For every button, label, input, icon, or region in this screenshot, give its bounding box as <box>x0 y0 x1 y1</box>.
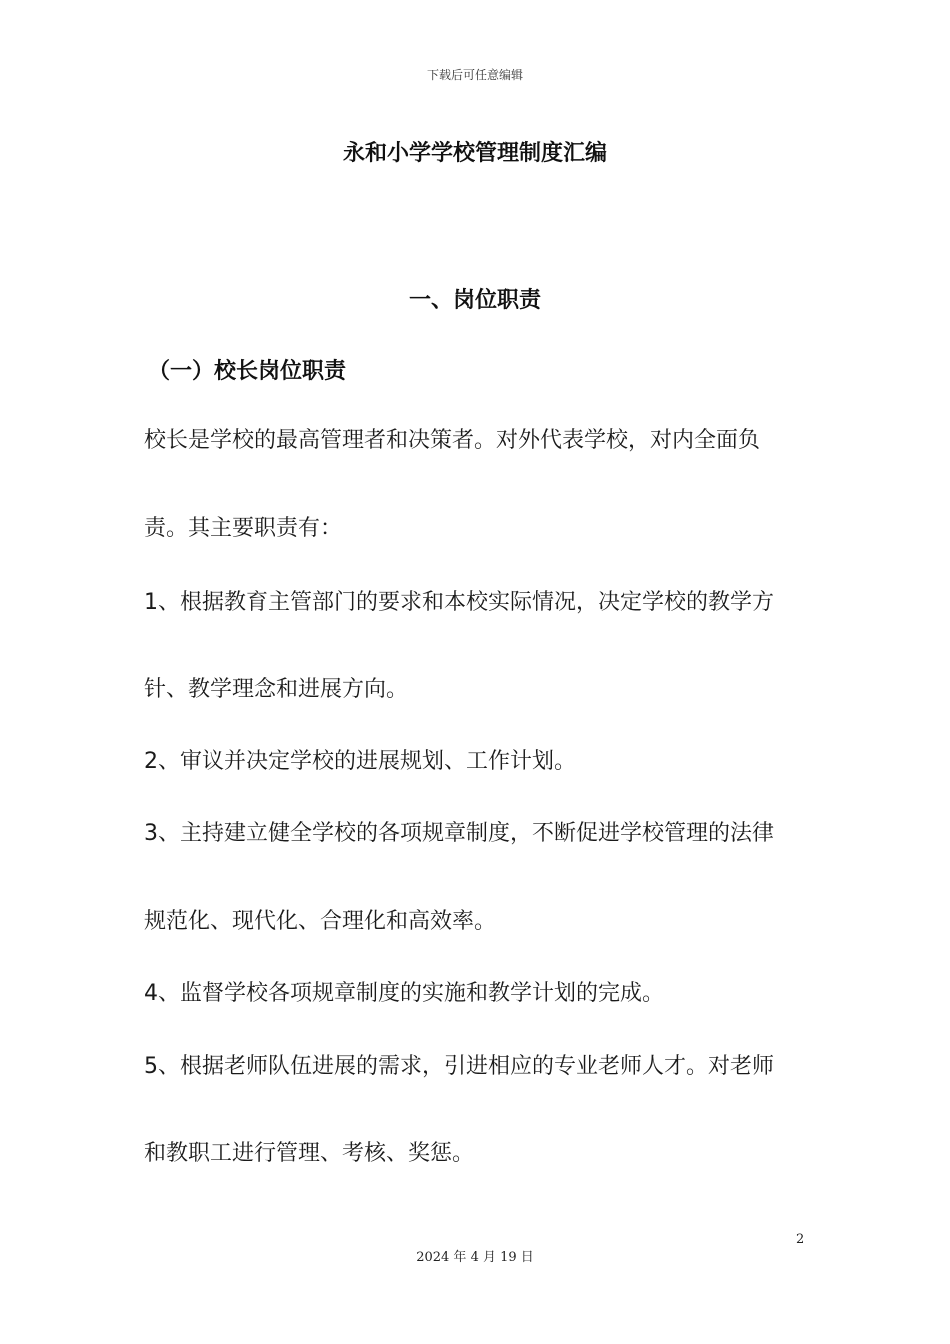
header-note: 下载后可任意编辑 <box>426 68 523 82</box>
document-title: 永和小学学校管理制度汇编 <box>342 141 607 166</box>
paragraph-line: 责。其主要职责有： <box>144 516 343 541</box>
paragraph-line: 规范化、现代化、合理化和高效率。 <box>144 909 497 934</box>
paragraph-line: 5、根据老师队伍进展的需求，引进相应的专业老师人才。对老师 <box>144 1054 774 1079</box>
paragraph-line: 针、教学理念和进展方向。 <box>144 677 409 702</box>
paragraph-line: 和教职工进行管理、考核、奖惩。 <box>144 1141 475 1166</box>
paragraph-line: 1、根据教育主管部门的要求和本校实际情况，决定学校的教学方 <box>144 590 774 615</box>
paragraph-line: 3、主持建立健全学校的各项规章制度，不断促进学校管理的法律 <box>144 821 774 846</box>
sub-heading: （一）校长岗位职责 <box>148 359 347 384</box>
footer-date: 2024 年 4 月 19 日 <box>416 1250 534 1265</box>
paragraph-line: 2、审议并决定学校的进展规划、工作计划。 <box>144 749 576 774</box>
paragraph-line: 4、监督学校各项规章制度的实施和教学计划的完成。 <box>144 981 664 1006</box>
paragraph-line: 校长是学校的最高管理者和决策者。对外代表学校，对内全面负 <box>144 428 761 453</box>
page-number: 2 <box>796 1232 805 1247</box>
section-heading: 一、岗位职责 <box>408 288 541 313</box>
